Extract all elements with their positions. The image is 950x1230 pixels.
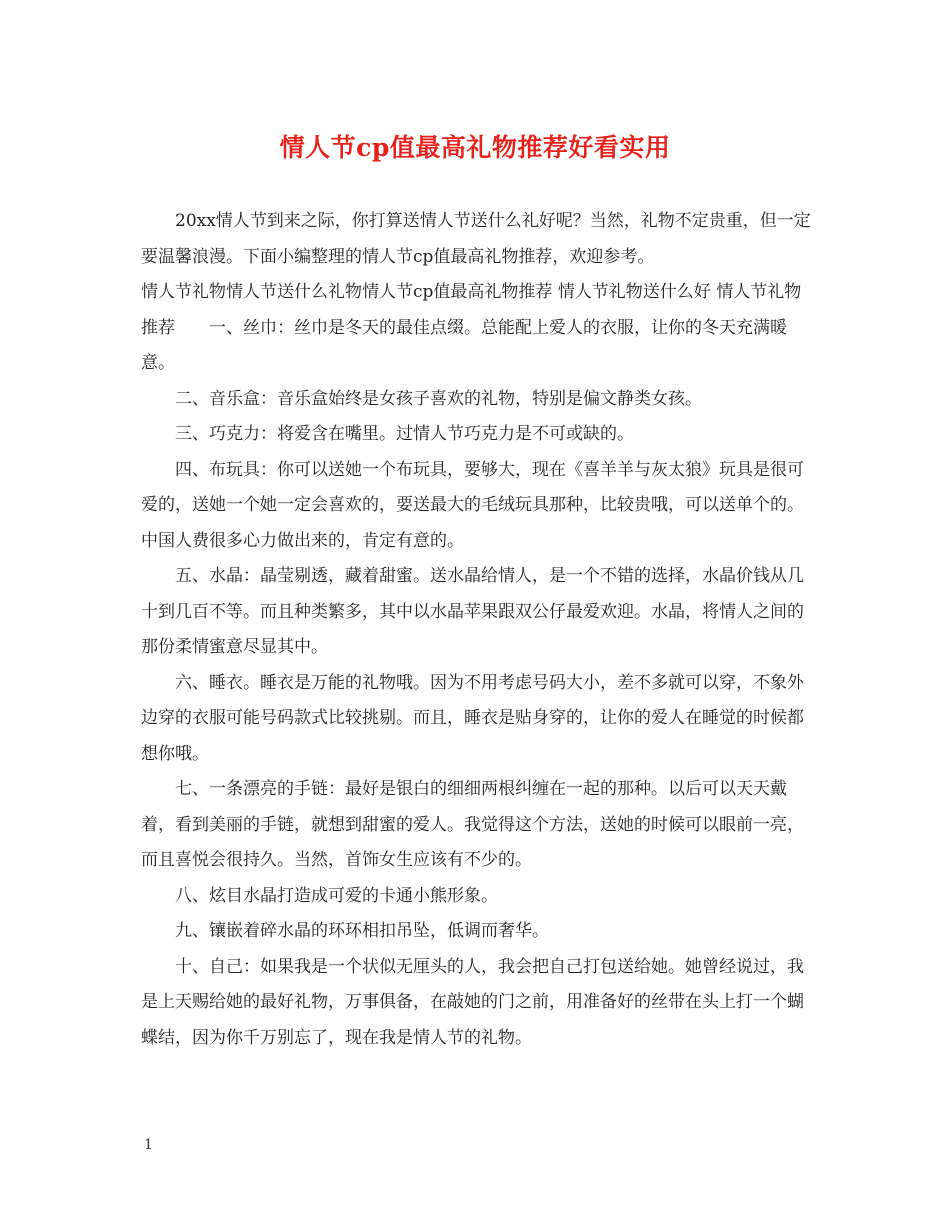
gift-item-1: 一、丝巾：丝巾是冬天的最佳点缀。总能配上爱人的衣服，让你的冬天充满暖意。 bbox=[141, 317, 787, 373]
gift-item-6: 六、睡衣。睡衣是万能的礼物哦。因为不用考虑号码大小，差不多就可以穿，不象外边穿的衣服可能号码款式比较挑剔。而且，睡衣是贴身穿的，让你的爱人在睡觉的时候都想你哦。 bbox=[141, 672, 804, 764]
tags-line: 情人节礼物情人节送什么礼物情人节cp值最高礼物推荐 情人节礼物送什么好 情人节礼物推荐 bbox=[141, 282, 802, 338]
tags-and-item-1-paragraph bbox=[141, 275, 811, 382]
gift-item-3: 三、巧克力：将爱含在嘴里。过情人节巧克力是不可或缺的。 bbox=[175, 424, 634, 444]
document-body bbox=[141, 204, 811, 1056]
gift-item-10: 十、自己：如果我是一个状似无厘头的人，我会把自己打包送给她。她曾经说过，我是上天赐给她的最好礼物，万事俱备，在敲她的门之前，用准备好的丝带在头上打一个蝴蝶结，因为你千万别忘了，现在我是情人节的礼物。 bbox=[141, 956, 804, 1048]
gift-item-2: 二、音乐盒：音乐盒始终是女孩子喜欢的礼物，特别是偏文静类女孩。 bbox=[175, 388, 702, 409]
gift-item-5: 五、水晶：晶莹剔透，藏着甜蜜。送水晶给情人，是一个不错的选择，水晶价钱从几十到几百不等。而且种类繁多，其中以水晶苹果跟双公仔最爱欢迎。水晶，将情人之间的那份柔情蜜意尽显其中。 bbox=[141, 566, 804, 657]
gift-item-4: 四、布玩具：你可以送她一个布玩具，要够大，现在《喜羊羊与灰太狼》玩具是很可爱的，送她一个她一定会喜欢的，要送最大的毛绒玩具那种，比较贵哦，可以送单个的。中国人费很多心力做出来的，肯定有意的。 bbox=[141, 459, 804, 551]
document-title: 情人节cp值最高礼物推荐好看实用 bbox=[279, 133, 671, 162]
intro-paragraph: 20xx情人节到来之际，你打算送情人节送什么礼好呢？当然，礼物不定贵重，但一定要温馨浪漫。下面小编整理的情人节cp值最高礼物推荐，欢迎参考。 bbox=[141, 211, 811, 267]
gift-item-9: 九、镶嵌着碎水晶的环环相扣吊坠，低调而奢华。 bbox=[175, 921, 549, 941]
page-number: 1 bbox=[144, 1137, 153, 1153]
gift-item-7: 七、一条漂亮的手链：最好是银白的细细两根纠缠在一起的那种。以后可以天天戴着，看到美丽的手链，就想到甜蜜的爱人。我觉得这个方法，送她的时候可以眼前一亮，而且喜悦会很持久。当然，首饰女生应该有不少的。 bbox=[141, 779, 804, 870]
gift-item-8: 八、炫目水晶打造成可爱的卡通小熊形象。 bbox=[175, 885, 498, 906]
